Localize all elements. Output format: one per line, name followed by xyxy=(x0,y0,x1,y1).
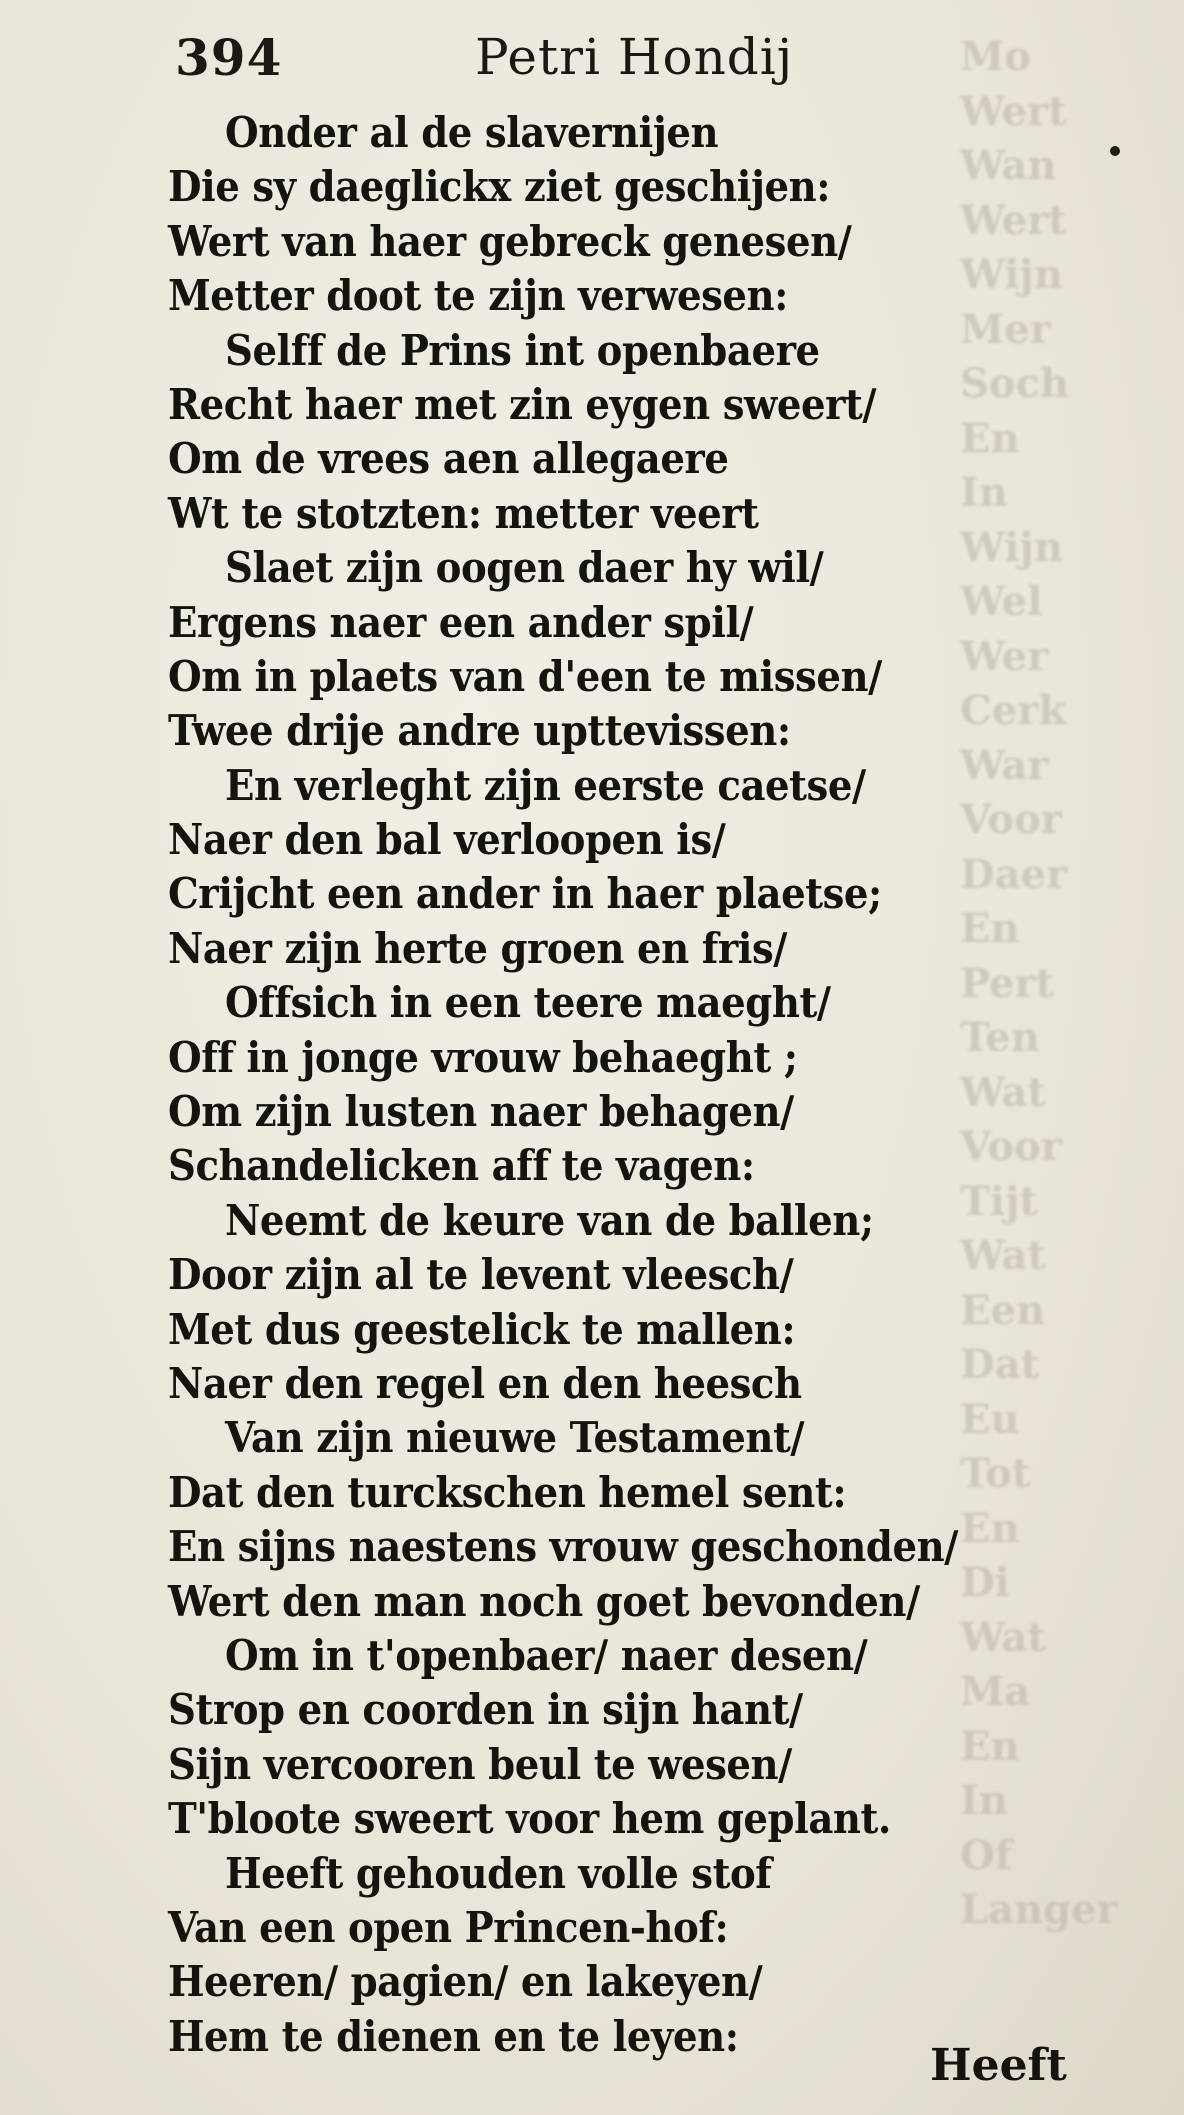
poem-line: En sijns naestens vrouw geschonden/ xyxy=(168,1522,958,1572)
page-number: 394 xyxy=(175,28,283,87)
poem-line: Metter doot te zijn verwesen: xyxy=(168,271,788,321)
poem-line: Hem te dienen en te leyen: xyxy=(168,2011,739,2061)
poem-line: Wt te stotzten: metter veert xyxy=(168,488,759,538)
poem-line: Wert den man noch goet bevonden/ xyxy=(168,1576,920,1626)
catchword: Heeft xyxy=(930,2040,1067,2091)
poem-line: Door zijn al te levent vleesch/ xyxy=(168,1250,794,1300)
poem-line: Slaet zijn oogen daer hy wil/ xyxy=(225,543,824,593)
poem-line: Sijn vercooren beul te wesen/ xyxy=(168,1739,792,1789)
poem-line: Van zijn nieuwe Testament/ xyxy=(225,1413,805,1463)
poem-line: Wert van haer gebreck genesen/ xyxy=(168,216,852,266)
poem-line: T'bloote sweert voor hem geplant. xyxy=(168,1794,891,1844)
page-header xyxy=(175,28,895,92)
poem-line: Neemt de keure van de ballen; xyxy=(225,1195,874,1245)
poem-line: Onder al de slavernijen xyxy=(225,108,719,157)
poem-line: Twee drije andre upttevissen: xyxy=(168,706,791,756)
poem-line: Naer zijn herte groen en fris/ xyxy=(168,923,787,973)
bleed-through-text: Mo Wert Wan Wert Wijn Mer Soch En In Wijn Wel Wer Cerk War Voor Daer En Pert Ten Wat Voor Tijt Wat Een Dat Eu Tot En Di Wat Ma En In Of Langer xyxy=(960,33,1118,1933)
poem-line: Van een open Princen-hof: xyxy=(168,1902,729,1952)
poem-line: En verleght zijn eerste caetse/ xyxy=(225,760,866,810)
poem-line: Die sy daeglickx ziet geschijen: xyxy=(168,162,831,212)
poem-line: Om in t'openbaer/ naer desen/ xyxy=(225,1630,868,1680)
poem-line: Crijcht een ander in haer plaetse; xyxy=(168,869,882,919)
poem-line: Off in jonge vrouw behaeght ; xyxy=(168,1032,798,1082)
poem-line: Heeft gehouden volle stof xyxy=(225,1848,772,1898)
poem-line: Om de vrees aen allegaere xyxy=(168,434,729,484)
ink-dot xyxy=(1110,146,1120,156)
poem-line: Dat den turckschen hemel sent: xyxy=(168,1467,847,1517)
poem-line: Naer den bal verloopen is/ xyxy=(168,815,726,865)
running-head: Petri Hondij xyxy=(475,28,794,86)
poem-line: Recht haer met zin eygen sweert/ xyxy=(168,379,877,429)
poem-line: Naer den regel en den heesch xyxy=(168,1358,802,1408)
poem-line: Selff de Prins int openbaere xyxy=(225,325,820,375)
poem-line: Om in plaets van d'een te missen/ xyxy=(168,651,882,701)
poem-line: Ergens naer een ander spil/ xyxy=(168,597,754,647)
poem-line: Strop en coorden in sijn hant/ xyxy=(168,1685,803,1735)
poem-line: Offsich in een teere maeght/ xyxy=(225,978,831,1028)
poem-line: Met dus geestelick te mallen: xyxy=(168,1304,796,1354)
poem-line: Heeren/ pagien/ en lakeyen/ xyxy=(168,1957,763,2007)
poem-line: Schandelicken aff te vagen: xyxy=(168,1141,755,1191)
poem-line: Om zijn lusten naer behagen/ xyxy=(168,1087,794,1137)
poem-body xyxy=(168,106,1088,2064)
